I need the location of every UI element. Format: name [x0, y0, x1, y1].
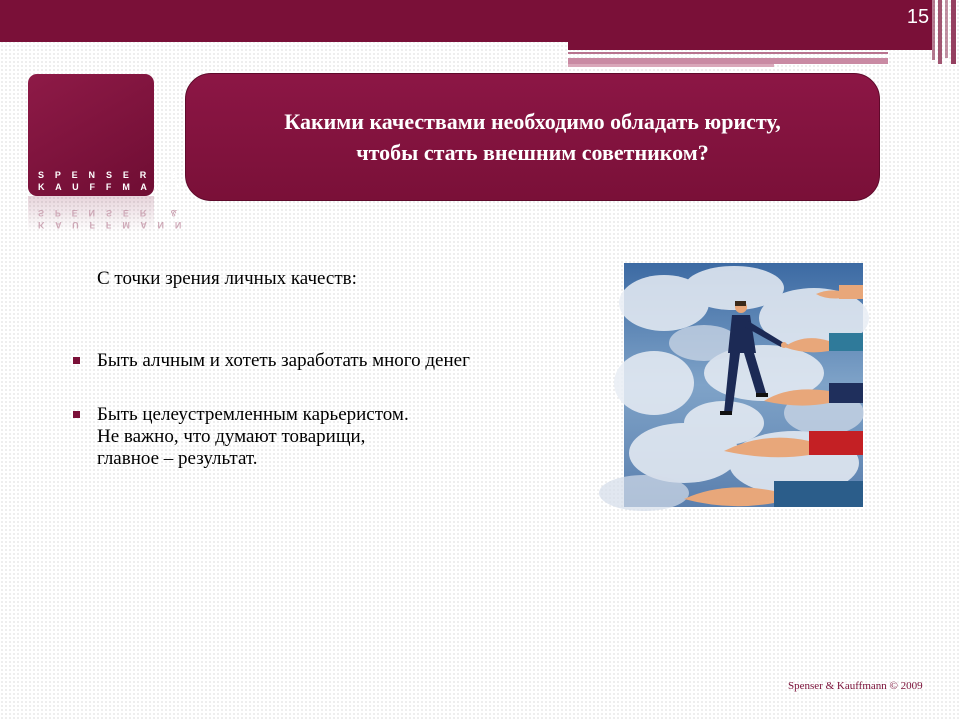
company-logo	[28, 74, 186, 196]
bullet-text: Быть целеустремленным карьеристом. Не важно, что думают товарищи, главное – результат.	[97, 404, 409, 469]
bullet-item	[73, 404, 409, 470]
logo-reflection-line-2: S P E N S E R &	[38, 208, 182, 218]
section-subtitle: С точки зрения личных качеств:	[97, 268, 357, 289]
decorative-line	[568, 52, 888, 54]
logo-reflection	[28, 196, 186, 232]
logo-line-2: K A U F F M A N N	[38, 182, 186, 192]
bullet-marker-icon	[73, 357, 80, 364]
bullet-text: Быть алчным и хотеть заработать много денег	[97, 350, 470, 371]
decorative-vertical-bar	[938, 0, 942, 64]
logo-reflection-line-1: K A U F F M A N N	[38, 220, 186, 230]
slide-title: Какими качествами необходимо обладать юристу, чтобы стать внешним советником?	[284, 109, 781, 165]
illustration-svg	[624, 263, 863, 507]
top-band-step	[568, 42, 932, 50]
illustration-businessman-climbing-hands	[624, 263, 863, 507]
slide-number: 15	[906, 6, 930, 28]
bullet-marker-icon	[73, 411, 80, 418]
bullet-item	[73, 350, 470, 372]
title-box	[185, 73, 880, 201]
decorative-vertical-bar	[951, 0, 956, 64]
footer-copyright: Spenser & Kauffmann © 2009	[788, 680, 923, 692]
decorative-line	[568, 64, 774, 67]
decorative-vertical-bar	[945, 0, 948, 58]
top-decorative-band	[0, 0, 932, 42]
logo-line-1: S P E N S E R &	[38, 170, 182, 180]
